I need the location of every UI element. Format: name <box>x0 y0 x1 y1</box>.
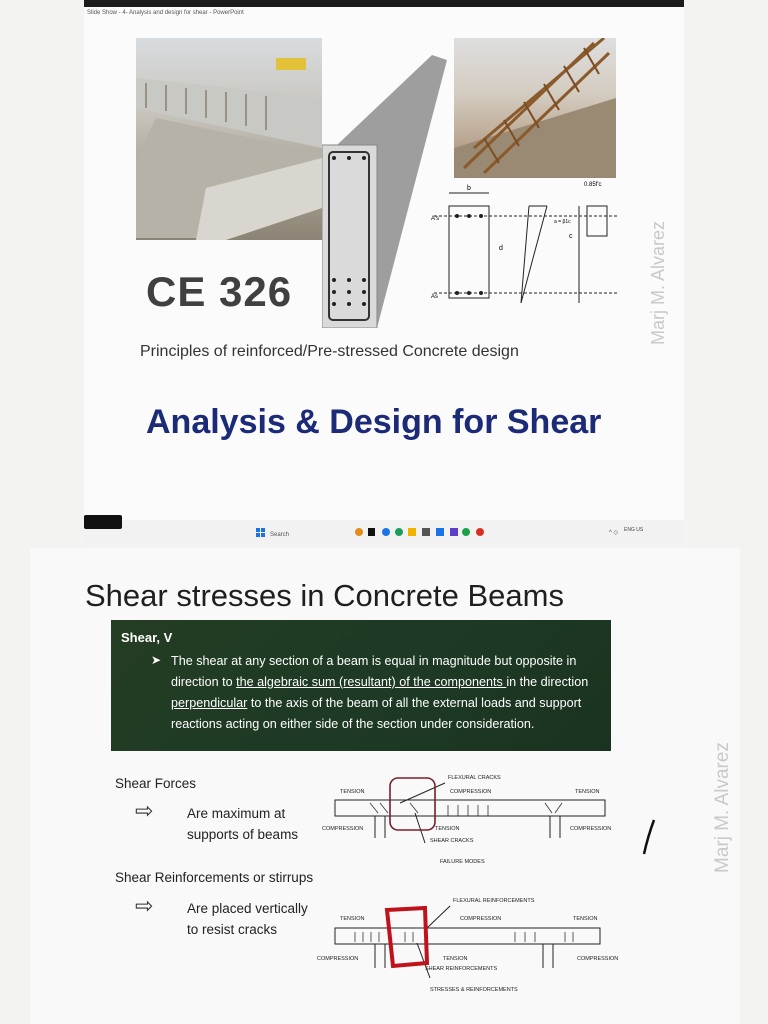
windows-start-icon <box>256 528 260 532</box>
slide-one <box>84 0 684 545</box>
shear-reinf-label: SHEAR REINFORCEMENTS <box>425 966 498 972</box>
failure-modes-diagram <box>320 768 620 868</box>
diagram-label-fc: 0.85f'c <box>584 182 602 188</box>
taskbar-search: Search <box>270 532 290 538</box>
red-box-marker <box>387 908 427 966</box>
tension-bottom-label: TENSION <box>435 826 460 832</box>
rebar-cage-drawing <box>454 38 616 178</box>
slide-two <box>30 548 740 1024</box>
compression-right-label: COMPRESSION <box>570 826 612 832</box>
shear-cracks-label: SHEAR CRACKS <box>430 838 474 844</box>
perpendicular-underlined: perpendicular <box>171 696 248 710</box>
svg-text:^ ◇: ^ ◇ <box>609 530 619 536</box>
shear-forces-heading: Shear Forces <box>115 776 197 791</box>
course-code: CE 326 <box>146 268 293 315</box>
definition-text: The shear at any section of a beam is equal in magnitude but opposite in direction to the algebraic sum (resultant) of the components in the direction perpendicular to the axis of the beam of all the external loads and support reactions acting on either side of the section under consideration. <box>171 654 589 731</box>
diagram-label-as-top: A's <box>431 216 440 222</box>
flexural-cracks-label: FLEXURAL CRACKS <box>448 775 501 781</box>
compression-left-label: COMPRESSION <box>322 826 364 832</box>
beam-section-diagram <box>429 178 624 328</box>
tension-left-label: TENSION <box>340 789 365 795</box>
definition-box <box>111 620 611 751</box>
taskbar-icons <box>84 520 684 545</box>
pen-stroke-mark <box>640 818 660 858</box>
watermark-bottom-text: Marj M. Alvarez <box>712 742 733 873</box>
diagram-label-d: d <box>499 245 503 252</box>
failure-modes-caption: FAILURE MODES <box>440 859 485 865</box>
watermark-top-text: Marj M. Alvarez <box>648 220 668 345</box>
diagram-label-as-bot: As <box>431 294 439 300</box>
rebar-cage-photo <box>454 38 616 178</box>
watermark-top <box>636 140 676 350</box>
compression-right-label: COMPRESSION <box>577 956 619 962</box>
taskbar-language: ENG US <box>624 527 644 533</box>
diagram-label-a: a = β1c <box>554 219 571 225</box>
hollow-arrow-icon: ⇨ <box>135 798 154 823</box>
shear-forces-text: Are maximum at supports of beams <box>187 806 299 842</box>
maroon-circle-marker <box>390 778 435 830</box>
compression-top-label: COMPRESSION <box>450 789 492 795</box>
tension-right-label: TENSION <box>575 789 600 795</box>
stresses-caption: STRESSES & REINFORCEMENTS <box>430 987 518 993</box>
definition-heading: Shear, V <box>121 630 173 645</box>
compression-top-label: COMPRESSION <box>460 916 502 922</box>
bullet-arrow-icon: ➤ <box>151 653 162 667</box>
beam-construction-photo-drawing <box>136 38 322 240</box>
diagram-label-b: b <box>467 185 471 192</box>
black-marker-mark <box>84 515 122 529</box>
window-title: Slide Show - 4- Analysis and design for shear - PowerPoint <box>87 10 244 16</box>
reinforcement-diagram <box>315 888 625 998</box>
window-top-bar <box>84 0 684 7</box>
tension-right-label: TENSION <box>573 916 598 922</box>
slide-subtitle: Principles of reinforced/Pre-stressed Concrete design <box>140 343 519 360</box>
reinforcement-heading: Shear Reinforcements or stirrups <box>115 870 314 885</box>
watermark-bottom <box>700 658 740 878</box>
flexural-reinf-label: FLEXURAL REINFORCEMENTS <box>453 898 535 904</box>
slide-two-title: Shear stresses in Concrete Beams <box>85 578 564 613</box>
taskbar-app-icons <box>355 528 484 536</box>
slide-title: Analysis & Design for Shear <box>146 403 602 441</box>
hollow-arrow-icon: ⇨ <box>135 893 154 918</box>
resultant-underlined: the algebraic sum (resultant) of the components <box>236 675 507 689</box>
windows-taskbar <box>84 520 684 545</box>
compression-left-label: COMPRESSION <box>317 956 359 962</box>
tension-bottom-label: TENSION <box>443 956 468 962</box>
reinforcement-text: Are placed vertically to resist cracks <box>187 901 308 937</box>
beam-construction-photo <box>136 38 322 240</box>
diagram-label-c: c <box>569 233 573 240</box>
tension-left-label: TENSION <box>340 916 365 922</box>
